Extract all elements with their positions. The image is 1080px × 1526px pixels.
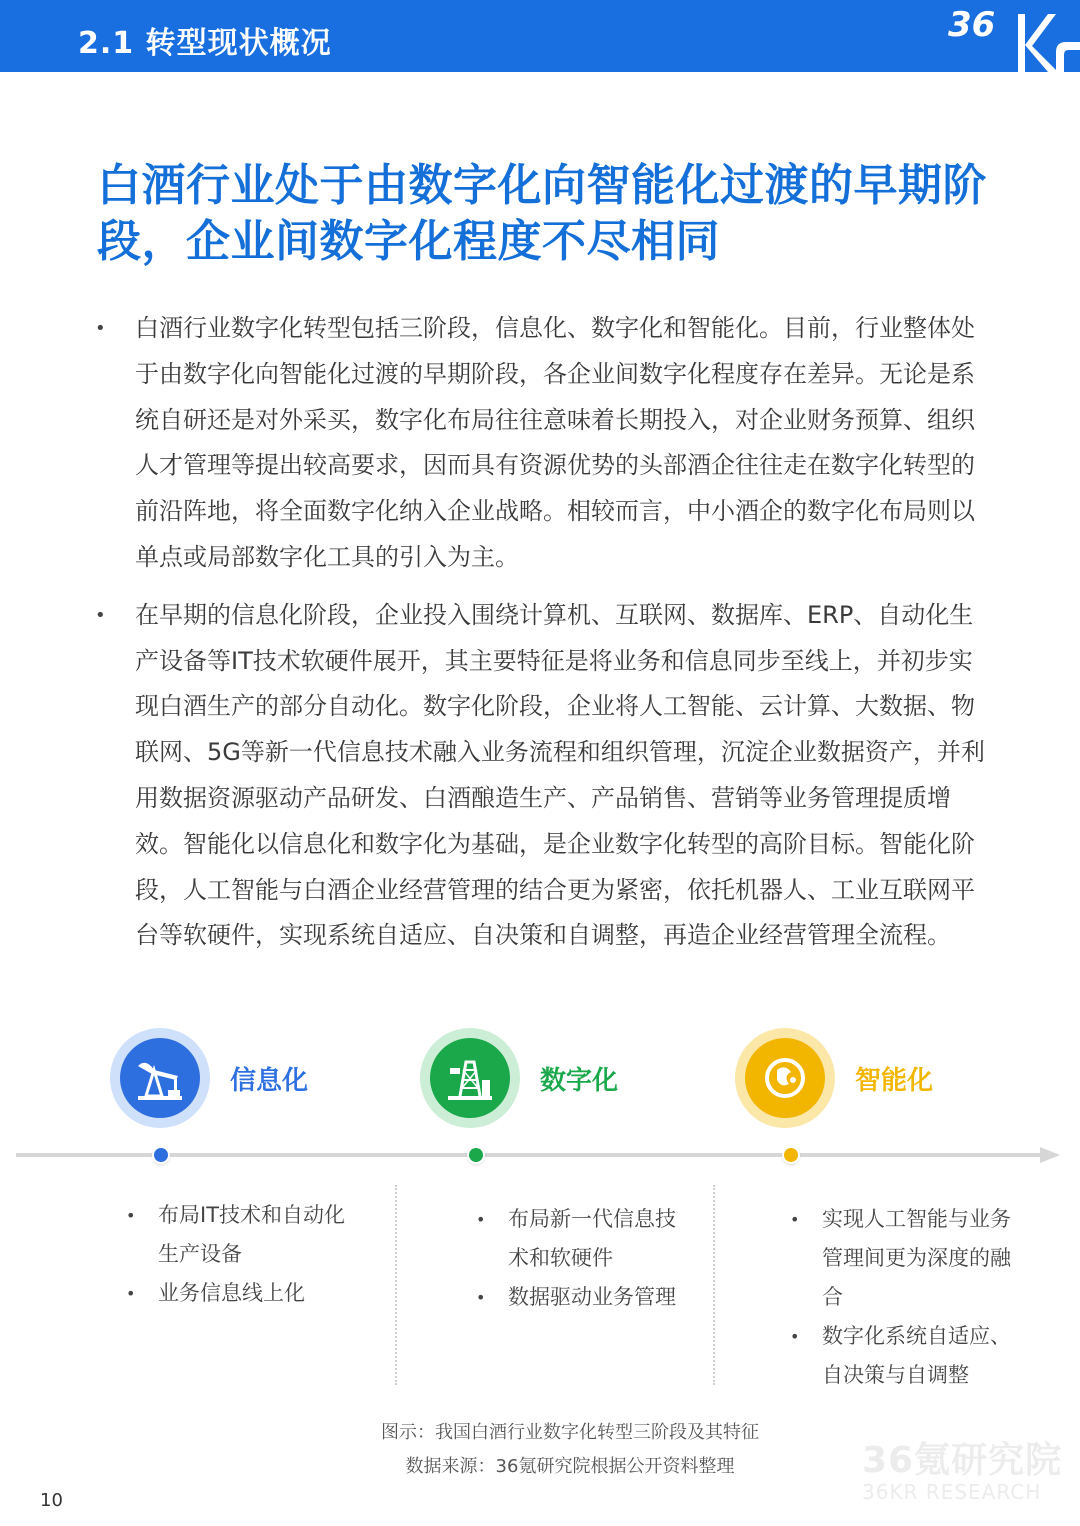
stage-badge-digitalization (420, 1028, 520, 1128)
36kr-logo (940, 0, 1080, 72)
bullet: • (95, 318, 106, 339)
bullet: • (95, 604, 106, 626)
feature-list-intelligentization (790, 1200, 1012, 1395)
page-number: 10 (40, 1490, 63, 1511)
timeline-arrow-icon (1040, 1147, 1060, 1163)
oil-pump-icon (132, 1050, 188, 1106)
timeline-dot-intelligentization (784, 1148, 798, 1162)
timeline-line (16, 1153, 1046, 1157)
stage-badge-intelligentization (735, 1028, 835, 1128)
stage-label-digitalization: 数字化 (540, 1066, 619, 1096)
bullet: • (476, 1210, 486, 1229)
feature-item: • 数据驱动业务管理 (476, 1278, 696, 1317)
paragraph-text: 白酒行业数字化转型包括三阶段，信息化、数字化和智能化。目前，行业整体处于由数字化向智能化过渡的早期阶段，各企业间数字化程度存在差异。无论是系统自研还是对外采买，数字化布局往往意味着长期投入，对企业财务预算、组织人才管理等提出较高要求，因而具有资源优势的头部酒企往往走在数字化转型的前沿阵地，将全面数字化纳入企业战略。相较而言，中小酒企的数字化布局则以单点或局部数字化工具的引入为主。 (135, 314, 975, 571)
watermark-en: 36KR RESEARCH (862, 1480, 1042, 1504)
column-divider (395, 1185, 397, 1385)
bullet: • (126, 1206, 136, 1225)
bullet: • (790, 1327, 800, 1346)
body-paragraph-list (95, 306, 995, 971)
stage-label-intelligentization: 智能化 (855, 1066, 934, 1096)
feature-item: • 布局IT技术和自动化生产设备 (126, 1196, 366, 1274)
feature-item: • 数字化系统自适应、自决策与自调整 (790, 1317, 1012, 1395)
headline: 白酒行业处于由数字化向智能化过渡的早期阶段，企业间数字化程度不尽相同 (97, 160, 987, 267)
timeline-dot-digitalization (469, 1148, 483, 1162)
paragraph-text: 在早期的信息化阶段，企业投入围绕计算机、互联网、数据库、ERP、自动化生产设备等IT技术软硬件展开，其主要特征是将业务和信息同步至线上，并初步实现白酒生产的部分自动化。数字化阶段，企业将人工智能、云计算、大数据、物联网、5G等新一代信息技术融入业务流程和组织管理，沉淀企业数据资产，并利用数据资源驱动产品研发、白酒酿造生产、产品销售、营销等业务管理提质增效。智能化以信息化和数字化为基础，是企业数字化转型的高阶目标。智能化阶段，人工智能与白酒企业经营管理的结合更为紧密，依托机器人、工业互联网平台等软硬件，实现系统自适应、自决策和自调整，再造企业经营管理全流程。 (135, 600, 985, 950)
column-divider (713, 1185, 715, 1385)
bullet: • (476, 1288, 486, 1307)
header-bar (0, 0, 1080, 72)
bullet: • (126, 1284, 136, 1303)
smart-brain-icon (757, 1050, 813, 1106)
paragraph-item (95, 306, 995, 581)
oil-derrick-icon (442, 1050, 498, 1106)
stage-badge-informatization (110, 1028, 210, 1128)
feature-item: • 实现人工智能与业务管理间更为深度的融合 (790, 1200, 1012, 1317)
bullet: • (790, 1210, 800, 1229)
section-title: 2.1 转型现状概况 (78, 26, 332, 61)
feature-item: • 业务信息线上化 (126, 1274, 366, 1313)
paragraph-item (95, 593, 995, 959)
stage-label-informatization: 信息化 (230, 1066, 309, 1096)
feature-item: • 布局新一代信息技术和软硬件 (476, 1200, 696, 1278)
figure-caption: 图示：我国白酒行业数字化转型三阶段及其特征 (381, 1422, 759, 1443)
feature-list-informatization (126, 1196, 366, 1313)
watermark-cn: 36氪研究院 (862, 1440, 1063, 1481)
feature-list-digitalization (476, 1200, 696, 1317)
svg-text:36: 36 (948, 5, 996, 45)
data-source: 数据来源：36氪研究院根据公开资料整理 (405, 1456, 735, 1477)
timeline-dot-informatization (154, 1148, 168, 1162)
